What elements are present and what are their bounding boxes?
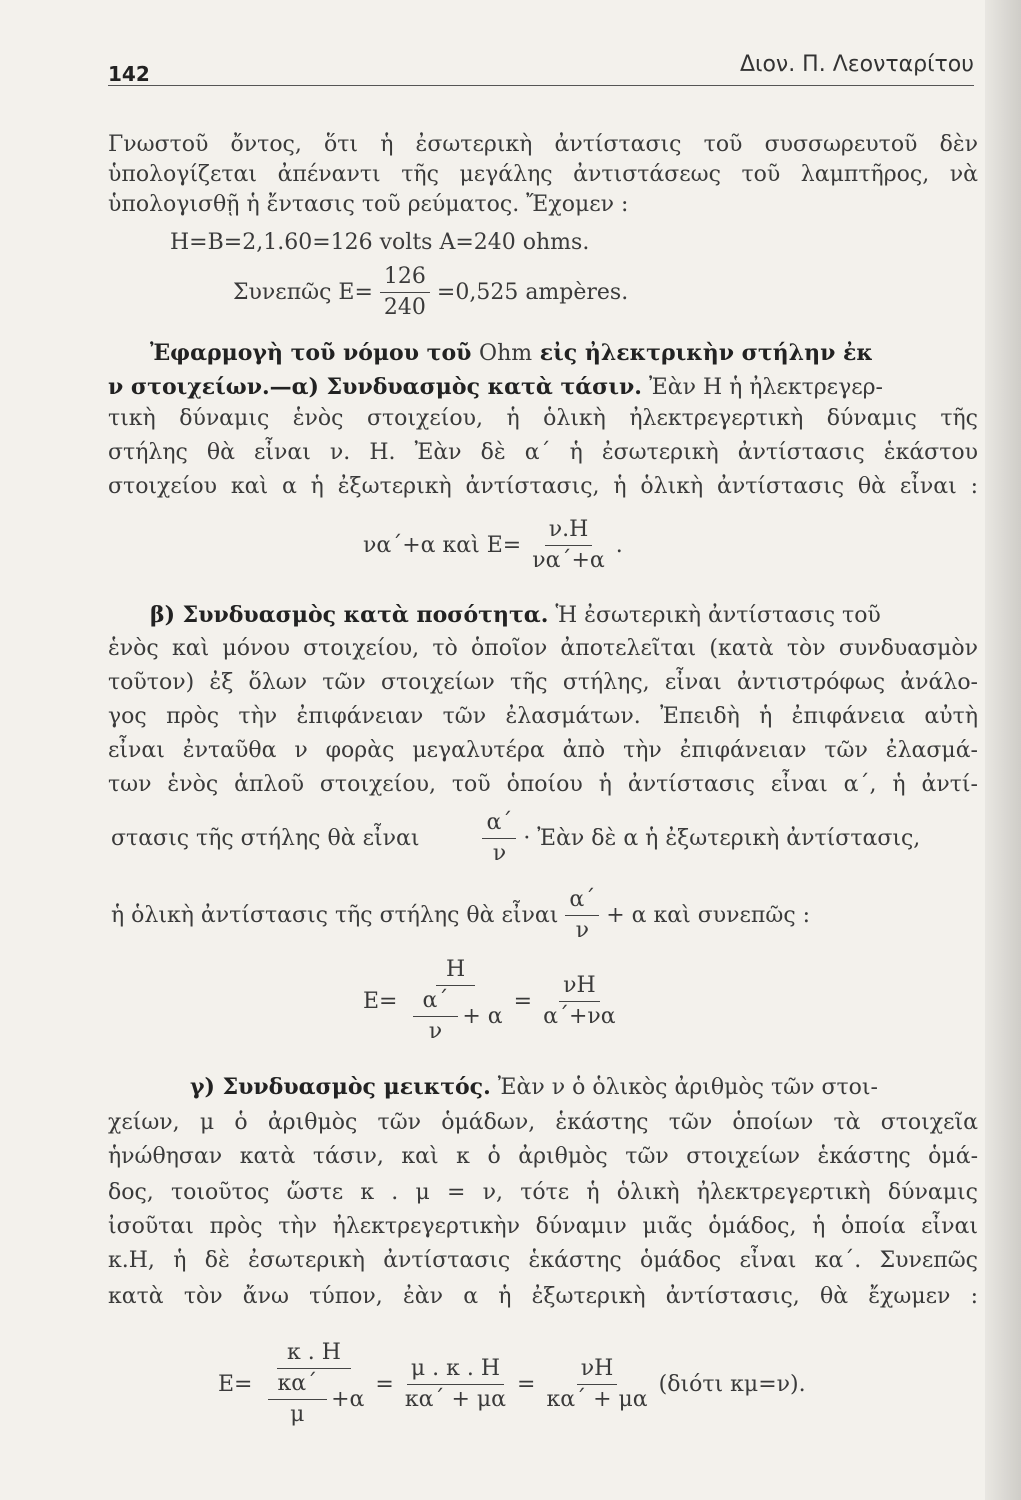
eq2-numerator: ν.Η	[545, 515, 593, 546]
beta-line-2: ἑνὸς καὶ μόνου στοιχείου, τὸ ὁποῖον ἀποτελεῖται (κατὰ τὸν συνδυασμὸν	[108, 636, 978, 661]
beta-line-7: στασις τῆς στήλης θὰ εἶναι $\frac{\alpha΄}{\nu}$ · Ἐὰν δὲ α ἡ ἐξωτερικὴ ἀντίστασις,	[108, 808, 923, 869]
eq2-denominator: να΄+α	[532, 548, 605, 573]
page-number: 142	[108, 62, 150, 86]
eq2-suffix: .	[615, 533, 623, 558]
gamma-line-4: δος, τοιοῦτος ὥστε κ . μ = ν, τότε ἡ ὁλικὴ ἠλεκτρεγερτικὴ δύναμις	[108, 1180, 978, 1205]
beta-line-4: γος πρὸς τὴν ἐπιφάνειαν τῶν ἐλασμάτων. Ἐπειδὴ ἡ ἐπιφάνεια αὐτὴ	[108, 704, 978, 729]
intro-line-1: Γνωστοῦ ὄντος, ὅτι ἡ ἐσωτερικὴ ἀντίστασις τοῦ συσσωρευτοῦ δὲν	[108, 132, 978, 157]
eq4-compound-fraction: κ . Η $\frac{\kappa\alpha΄}{\mu}$ +α	[260, 1338, 369, 1430]
eq2-fraction	[528, 515, 609, 576]
gamma-line-6: κ.Η, ἡ δὲ ἐσωτερικὴ ἀντίστασις ἑκάστης ὁμάδος εἶναι κα΄. Συνεπῶς	[108, 1248, 978, 1273]
section-line-4: στήλης θὰ εἶναι ν. Η. Ἐὰν δὲ α΄ ἡ ἐσωτερικὴ ἀντίστασις ἑκάστου	[108, 440, 978, 465]
equation-mixed: Ε= κ . Η $\frac{\kappa\alpha΄}{\mu}$ +α = $\frac{\mu . \kappa . H}{\kappa\alpha΄ + \mu\alpha}$ = $\frac{\nu H}{\kappa\alpha΄ + \mu\alpha}$ (διότι κμ=ν).	[215, 1338, 809, 1430]
gamma-line-5: ἰσοῦται πρὸς τὴν ἠλεκτρεγερτικὴν δύναμιν μιᾶς ὁμάδος, ἡ ὁποία εἶναι	[108, 1214, 978, 1239]
page-edge	[985, 0, 1021, 1500]
header-rule	[108, 85, 974, 86]
intro-line-4: Η=Β=2,1.60=126 volts Α=240 ohms.	[170, 230, 590, 255]
running-head: Διον. Π. Λεονταρίτου	[739, 52, 974, 77]
beta-line-8: ἡ ὁλικὴ ἀντίστασις τῆς στήλης θὰ εἶναι $\frac{\alpha΄}{\nu}$ + α καὶ συνεπῶς :	[108, 885, 813, 946]
section-line-5: στοιχείου καὶ α ἡ ἐξωτερικὴ ἀντίστασις, ἡ ὁλικὴ ἀντίστασις θὰ εἶναι :	[108, 474, 978, 499]
intro-line-2: ὑπολογίζεται ἀπέναντι τῆς μεγάλης ἀντιστάσεως τοῦ λαμπτῆρος, νὰ	[108, 162, 978, 187]
eq2-prefix: να΄+α καὶ Ε=	[363, 533, 522, 558]
equation-parallel: Ε= Η $\frac{\alpha΄}{\nu}$ + α = $\frac{\nu H}{\alpha΄+\nu\alpha}$	[360, 955, 624, 1047]
intro-line-3: ὑπολογισθῇ ἡ ἔντασις τοῦ ρεύματος. Ἔχομεν :	[108, 192, 629, 217]
eq1-fraction	[380, 262, 430, 323]
gamma-line-3: ἡνώθησαν κατὰ τάσιν, καὶ κ ὁ ἀριθμὸς τῶν στοιχείων ἑκάστης ὁμά-	[108, 1144, 978, 1169]
section-line-3: τικὴ δύναμις ἑνὸς στοιχείου, ἡ ὁλικὴ ἠλεκτρεγερτικὴ δύναμις τῆς	[108, 406, 978, 431]
gamma-line-7: κατὰ τὸν ἄνω τύπον, ἐὰν α ἡ ἐξωτερικὴ ἀντίστασις, θὰ ἔχωμεν :	[108, 1284, 978, 1309]
section-title: Ἐφαρμογὴ τοῦ νόμου τοῦ Ohm εἰς ἠλεκτρικὴν στήλην ἐκ	[150, 340, 873, 366]
eq4-fraction-2: $\frac{\mu . \kappa . H}{\kappa\alpha΄ + \mu\alpha}$	[404, 1355, 507, 1412]
beta-fraction-2: $\frac{\alpha΄}{\nu}$	[565, 885, 599, 946]
eq1-suffix: =0,525 ampères.	[436, 280, 629, 305]
equation-current	[230, 262, 631, 323]
equation-series	[360, 515, 626, 576]
beta-line-6: των ἑνὸς ἁπλοῦ στοιχείου, τοῦ ὁποίου ἡ ἀντίστασις εἶναι α΄, ἡ ἀντί-	[108, 772, 978, 797]
beta-line-3: τοῦτον) ἐξ ὅλων τῶν στοιχείων τῆς στήλης, εἶναι ἀντιστρόφως ἀνάλο-	[108, 670, 978, 695]
beta-line-5: εἶναι ἐνταῦθα ν φορὰς μεγαλυτέρα ἀπὸ τὴν ἐπιφάνειαν τῶν ἐλασμά-	[108, 738, 978, 763]
page-header	[108, 48, 974, 88]
gamma-line-2: χείων, μ ὁ ἀριθμὸς τῶν ὁμάδων, ἑκάστης τῶν ὁποίων τὰ στοιχεῖα	[108, 1110, 978, 1135]
eq3-compound-fraction: Η $\frac{\alpha΄}{\nu}$ + α	[405, 955, 507, 1047]
eq1-prefix: Συνεπῶς Ε=	[233, 280, 373, 305]
section-line-2: ν στοιχείων.—α) Συνδυασμὸς κατὰ τάσιν. Ἐὰν Η ἡ ἠλεκτρεγερ-	[108, 374, 883, 400]
beta-fraction-1: $\frac{\alpha΄}{\nu}$	[482, 808, 516, 869]
eq1-denominator: 240	[383, 295, 426, 320]
eq1-numerator: 126	[380, 262, 430, 293]
gamma-line-1: γ) Συνδυασμὸς μεικτός. Ἐὰν ν ὁ ὁλικὸς ἀριθμὸς τῶν στοι-	[190, 1074, 878, 1100]
beta-line-1: β) Συνδυασμὸς κατὰ ποσότητα. Ἡ ἐσωτερικὴ ἀντίστασις τοῦ	[150, 602, 881, 628]
eq4-fraction-3: $\frac{\nu H}{\kappa\alpha΄ + \mu\alpha}$	[546, 1355, 648, 1412]
eq3-fraction-2: $\frac{\nu H}{\alpha΄+\nu\alpha}$	[543, 972, 616, 1029]
